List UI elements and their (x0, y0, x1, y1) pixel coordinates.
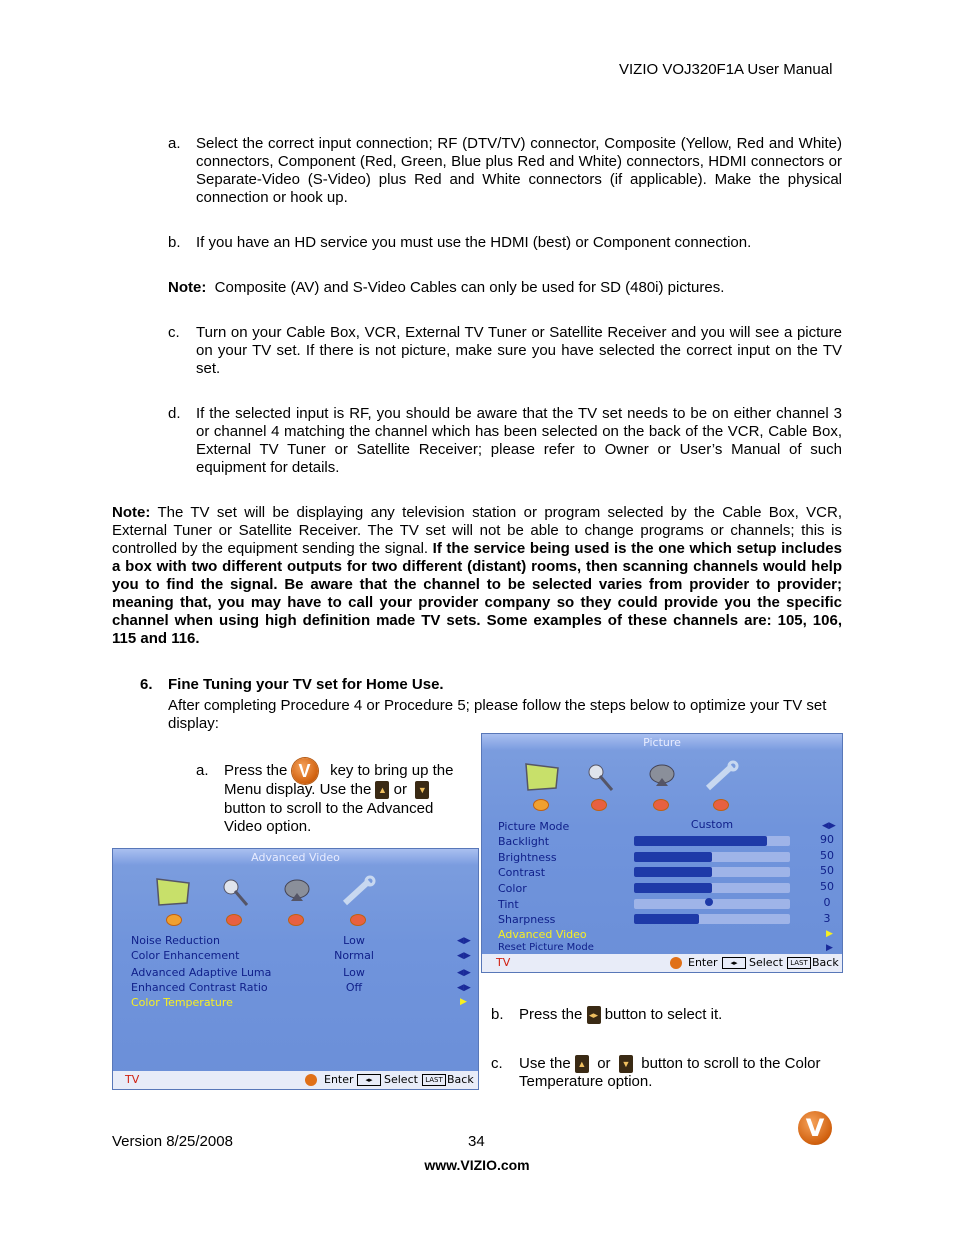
av-row-color-enhancement[interactable]: Color Enhancement (131, 949, 240, 962)
item-b-text: If you have an HD service you must use the HDMI (best) or Component connection. (196, 234, 752, 251)
footer-page: 34 (468, 1133, 485, 1150)
pm-row-brightness[interactable]: Brightness (498, 851, 557, 864)
av-arrow-noise-reduction: ◀▶ (457, 936, 471, 946)
step-b-t1: Press the (519, 1006, 583, 1023)
av-val-noise-reduction: Low (343, 934, 365, 947)
pm-footer-enter: Enter (688, 956, 718, 969)
item-c-marker: c. (168, 324, 180, 341)
item-d-text: If the selected input is RF, you should be aware that the TV set needs to be on either channel 3 or channel 4 matching the channel which has been selected on the back of the VCR, Cable Box, External TV Tuner or Satellite Receiver; please refer to Owner or User’s Manual of such equipment for details. (196, 405, 842, 476)
pm-row-sharpness[interactable]: Sharpness (498, 913, 556, 926)
item-a-text: Select the correct input connection; RF (DTV/TV) connector, Composite (Yellow, Red and White) connectors, Component (Red, Green, Blue plus Red and White) connectors, HDMI connectors or Separate-Video (S-Video) plus Red and White connectors (if applicable). Make the physical connection or hook up. (196, 135, 842, 206)
audio-tab-dot (592, 800, 606, 810)
pm-bar-backlight (634, 836, 767, 846)
pm-arrow-reset: ▶ (826, 943, 833, 953)
setup-dish-icon (642, 760, 682, 794)
pm-val-color: 50 (820, 880, 834, 893)
pm-bar-brightness (634, 852, 712, 862)
step-c-line1 (519, 1055, 821, 1073)
note2 (112, 504, 842, 648)
advanced-video-screen (112, 848, 479, 1090)
av-val-contrast-ratio: Off (345, 981, 363, 994)
pm-footer-back: Back (812, 956, 839, 969)
pm-row-tint[interactable]: Tint (498, 898, 519, 911)
audio-mic-icon (580, 760, 620, 794)
step-a-marker: a. (196, 762, 209, 779)
picture-menu-title: Picture (643, 736, 681, 749)
step-b-marker: b. (491, 1006, 504, 1023)
step-a-line2 (224, 781, 429, 799)
av-audio-tab-dot (227, 915, 241, 925)
step-c-t4: Temperature option. (519, 1073, 653, 1090)
note1-text: Composite (AV) and S-Video Cables can only be used for SD (480i) pictures. (214, 279, 725, 296)
picture-tab-dot (534, 800, 548, 810)
pm-bar-color (634, 883, 712, 893)
av-row-contrast-ratio[interactable]: Enhanced Contrast Ratio (131, 981, 268, 994)
av-footer (113, 1071, 478, 1089)
av-val-color-enhancement: Normal (334, 949, 374, 962)
picture-menu-screen (481, 733, 843, 973)
step-a-t3: Menu display. Use the (224, 781, 372, 798)
pm-arrow-advanced-video: ▶ (826, 929, 833, 939)
pm-footer-select: Select (749, 956, 783, 969)
pm-footer (482, 954, 842, 972)
pm-row-contrast[interactable]: Contrast (498, 866, 546, 879)
av-val-adaptive-luma: Low (343, 966, 365, 979)
av-footer-select: Select (384, 1073, 418, 1086)
pm-val-tint: 0 (823, 896, 831, 909)
av-enter-icon (305, 1074, 317, 1086)
item-d-marker: d. (168, 405, 181, 422)
note2-label: Note: (112, 504, 151, 521)
pm-row-backlight[interactable]: Backlight (498, 835, 550, 848)
pm-row-advanced-video[interactable]: Advanced Video (498, 928, 587, 941)
ch-up-icon-2: ▲ (575, 1055, 589, 1073)
pm-row-color[interactable]: Color (498, 882, 527, 895)
footer-version: Version 8/25/2008 (112, 1133, 233, 1150)
pm-val-sharpness: 3 (823, 912, 831, 925)
pm-select-icon: ◂▸ (722, 957, 746, 969)
ch-down-icon: ▼ (415, 781, 429, 799)
step-b-line (519, 1006, 722, 1024)
av-setup-dish-icon (277, 875, 317, 909)
vizio-logo: V (798, 1111, 832, 1145)
av-row-adaptive-luma[interactable]: Advanced Adaptive Luma (131, 966, 272, 979)
section6-number: 6. (140, 676, 153, 693)
note1-label: Note: (168, 279, 207, 296)
tools-wrench-icon (702, 760, 742, 794)
tools-tab-dot (714, 800, 728, 810)
step-a-t2: key to bring up the (330, 762, 454, 779)
av-select-icon: ◂▸ (357, 1074, 381, 1086)
ch-down-icon-2: ▼ (619, 1055, 633, 1073)
note1 (168, 279, 724, 297)
pm-arrow-picture-mode: ◀▶ (822, 821, 836, 831)
header-title: VIZIO VOJ320F1A User Manual (619, 61, 833, 78)
pm-val-backlight: 90 (820, 833, 834, 846)
ch-up-icon: ▲ (375, 781, 389, 799)
pm-last-icon: LAST (787, 957, 811, 969)
item-b-marker: b. (168, 234, 181, 251)
step-a-t1: Press the (224, 762, 288, 779)
av-footer-enter: Enter (324, 1073, 354, 1086)
pm-row-picture-mode[interactable]: Picture Mode (498, 820, 570, 833)
footer-url: www.VIZIO.com (424, 1157, 530, 1173)
setup-tab-dot (654, 800, 668, 810)
av-setup-tab-dot (289, 915, 303, 925)
pm-val-picture-mode: Custom (690, 818, 734, 831)
pm-row-reset-picture-mode[interactable]: Reset Picture Mode (498, 942, 594, 953)
av-last-icon: LAST (422, 1074, 446, 1086)
step-a-t4: or (393, 781, 407, 798)
pm-val-brightness: 50 (820, 849, 834, 862)
pm-footer-source: TV (496, 956, 511, 969)
av-footer-source: TV (125, 1073, 140, 1086)
av-tools-tab-dot (351, 915, 365, 925)
pm-bar-contrast (634, 867, 712, 877)
pm-tint-marker (705, 898, 713, 906)
av-arrow-color-temperature: ▶ (460, 997, 467, 1007)
item-c-text: Turn on your Cable Box, VCR, External TV Tuner or Satellite Receiver and you will see a picture on your TV set. If there is not picture, make sure you have selected the correct input on the TV set. (196, 324, 842, 377)
pm-val-contrast: 50 (820, 864, 834, 877)
av-footer-back: Back (447, 1073, 474, 1086)
input-button-icon: ◂▸ (587, 1006, 601, 1024)
av-row-noise-reduction[interactable]: Noise Reduction (131, 934, 220, 947)
pm-bar-sharpness (634, 914, 699, 924)
step-a-t5: button to scroll to the Advanced (224, 800, 434, 817)
step-c-t2: or (597, 1055, 611, 1072)
av-arrow-adaptive-luma: ◀▶ (457, 968, 471, 978)
av-audio-mic-icon (215, 875, 255, 909)
section6-intro: After completing Procedure 4 or Procedure 5; please follow the steps below to optimize your TV set display: (168, 697, 827, 732)
item-a-marker: a. (168, 135, 181, 152)
step-c-t1: Use the (519, 1055, 571, 1072)
pm-enter-icon (670, 957, 682, 969)
step-c-marker: c. (491, 1055, 503, 1072)
vizio-v-icon: V (292, 758, 318, 784)
av-picture-tv-icon (153, 875, 193, 909)
note2-text: The TV set will be displaying any television station or program selected by the Cable Box, VCR, External Tuner or Satellite Receiver. The TV set will not be able to change programs or channels; this is controlled by the equipment sending the signal. (112, 504, 842, 557)
note2-bold: If the service being used is the one which setup includes a box with two different outputs for two different (distant) rooms, then scanning channels would help you to find the signal. Be aware that the channel to be selected varies from provider to provider; meaning that, you may have to call your provider company so they could provide you the specific channel when using high definition made TV sets. Some examples of these channels are: 105, 106, 115 and 116. (112, 540, 842, 647)
av-arrow-contrast-ratio: ◀▶ (457, 983, 471, 993)
av-tools-wrench-icon (339, 875, 379, 909)
step-b-t2: button to select it. (604, 1006, 723, 1023)
av-menu-title: Advanced Video (251, 851, 340, 864)
step-a-t6: Video option. (224, 818, 312, 835)
section6-title: Fine Tuning your TV set for Home Use. (168, 676, 444, 693)
step-c-t3: button to scroll to the Color (641, 1055, 821, 1072)
av-arrow-color-enhancement: ◀▶ (457, 951, 471, 961)
av-row-color-temperature[interactable]: Color Temperature (131, 996, 233, 1009)
picture-tv-icon (522, 760, 562, 794)
av-picture-tab-dot (167, 915, 181, 925)
